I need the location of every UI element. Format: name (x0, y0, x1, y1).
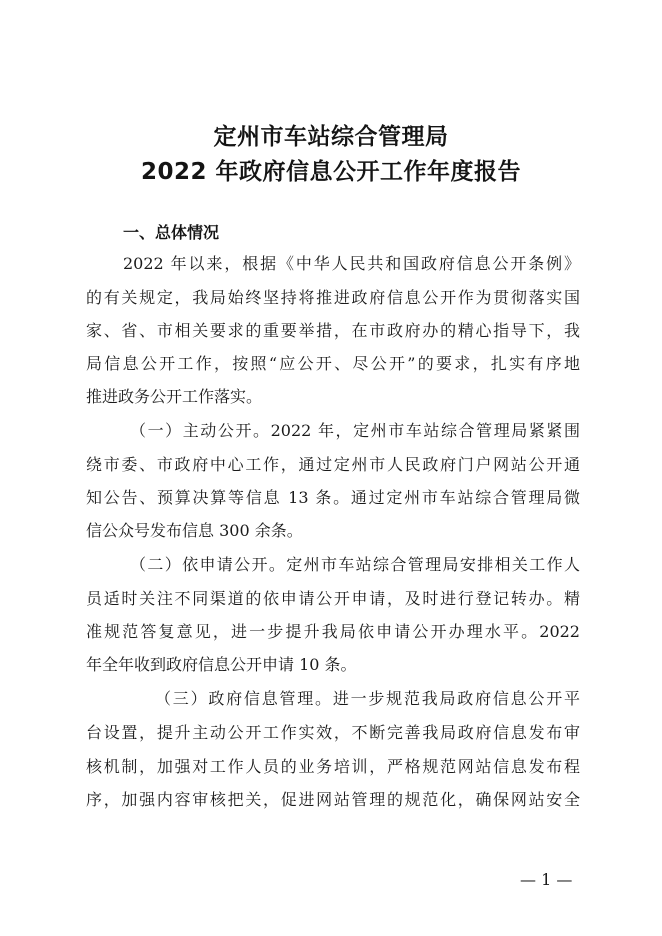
paragraph-line: 准规范答复意见，进一步提升我局依申请公开办理水平。2022 (86, 622, 580, 641)
paragraph-line: 的有关规定，我局始终坚持将推进政府信息公开作为贯彻落实国 (86, 288, 580, 307)
paragraph-line: 2022 年以来，根据《中华人民共和国政府信息公开条例》 (123, 254, 580, 273)
paragraph-line: 台设置，提升主动公开工作实效，不断完善我局政府信息发布审 (86, 723, 580, 742)
paragraph-line: （一）主动公开。2022 年，定州市车站综合管理局紧紧围 (130, 421, 580, 440)
paragraph-line: 信公众号发布信息 300 余条。 (86, 521, 303, 540)
paragraph-line: 序，加强内容审核把关，促进网站管理的规范化，确保网站安全 (86, 790, 580, 809)
paragraph-line: 核机制，加强对工作人员的业务培训，严格规范网站信息发布程 (86, 757, 580, 776)
paragraph-line: 推进政务公开工作落实。 (86, 387, 263, 406)
paragraph-line: 局信息公开工作，按照“应公开、尽公开”的要求，扎实有序地 (86, 354, 580, 373)
paragraph-line: 员适时关注不同渠道的依申请公开申请，及时进行登记转办。精 (86, 589, 580, 608)
paragraph-line: 年全年收到政府信息公开申请 10 条。 (86, 655, 357, 674)
paragraph-line: 知公告、预算决算等信息 13 条。通过定州市车站综合管理局微 (86, 488, 580, 507)
section-heading: 一、总体情况 (123, 223, 220, 242)
document-title-line1: 定州市车站综合管理局 (213, 124, 449, 150)
document-title-line2: 2022 年政府信息公开工作年度报告 (140, 159, 522, 185)
page-number: — 1 — (520, 870, 573, 889)
paragraph-line: 家、省、市相关要求的重要举措，在市政府办的精心指导下，我 (86, 321, 580, 340)
paragraph-line: （二）依申请公开。定州市车站综合管理局安排相关工作人 (130, 555, 580, 574)
paragraph-line: （三）政府信息管理。进一步规范我局政府信息公开平 (155, 689, 580, 708)
paragraph-line: 绕市委、市政府中心工作，通过定州市人民政府门户网站公开通 (86, 455, 580, 474)
